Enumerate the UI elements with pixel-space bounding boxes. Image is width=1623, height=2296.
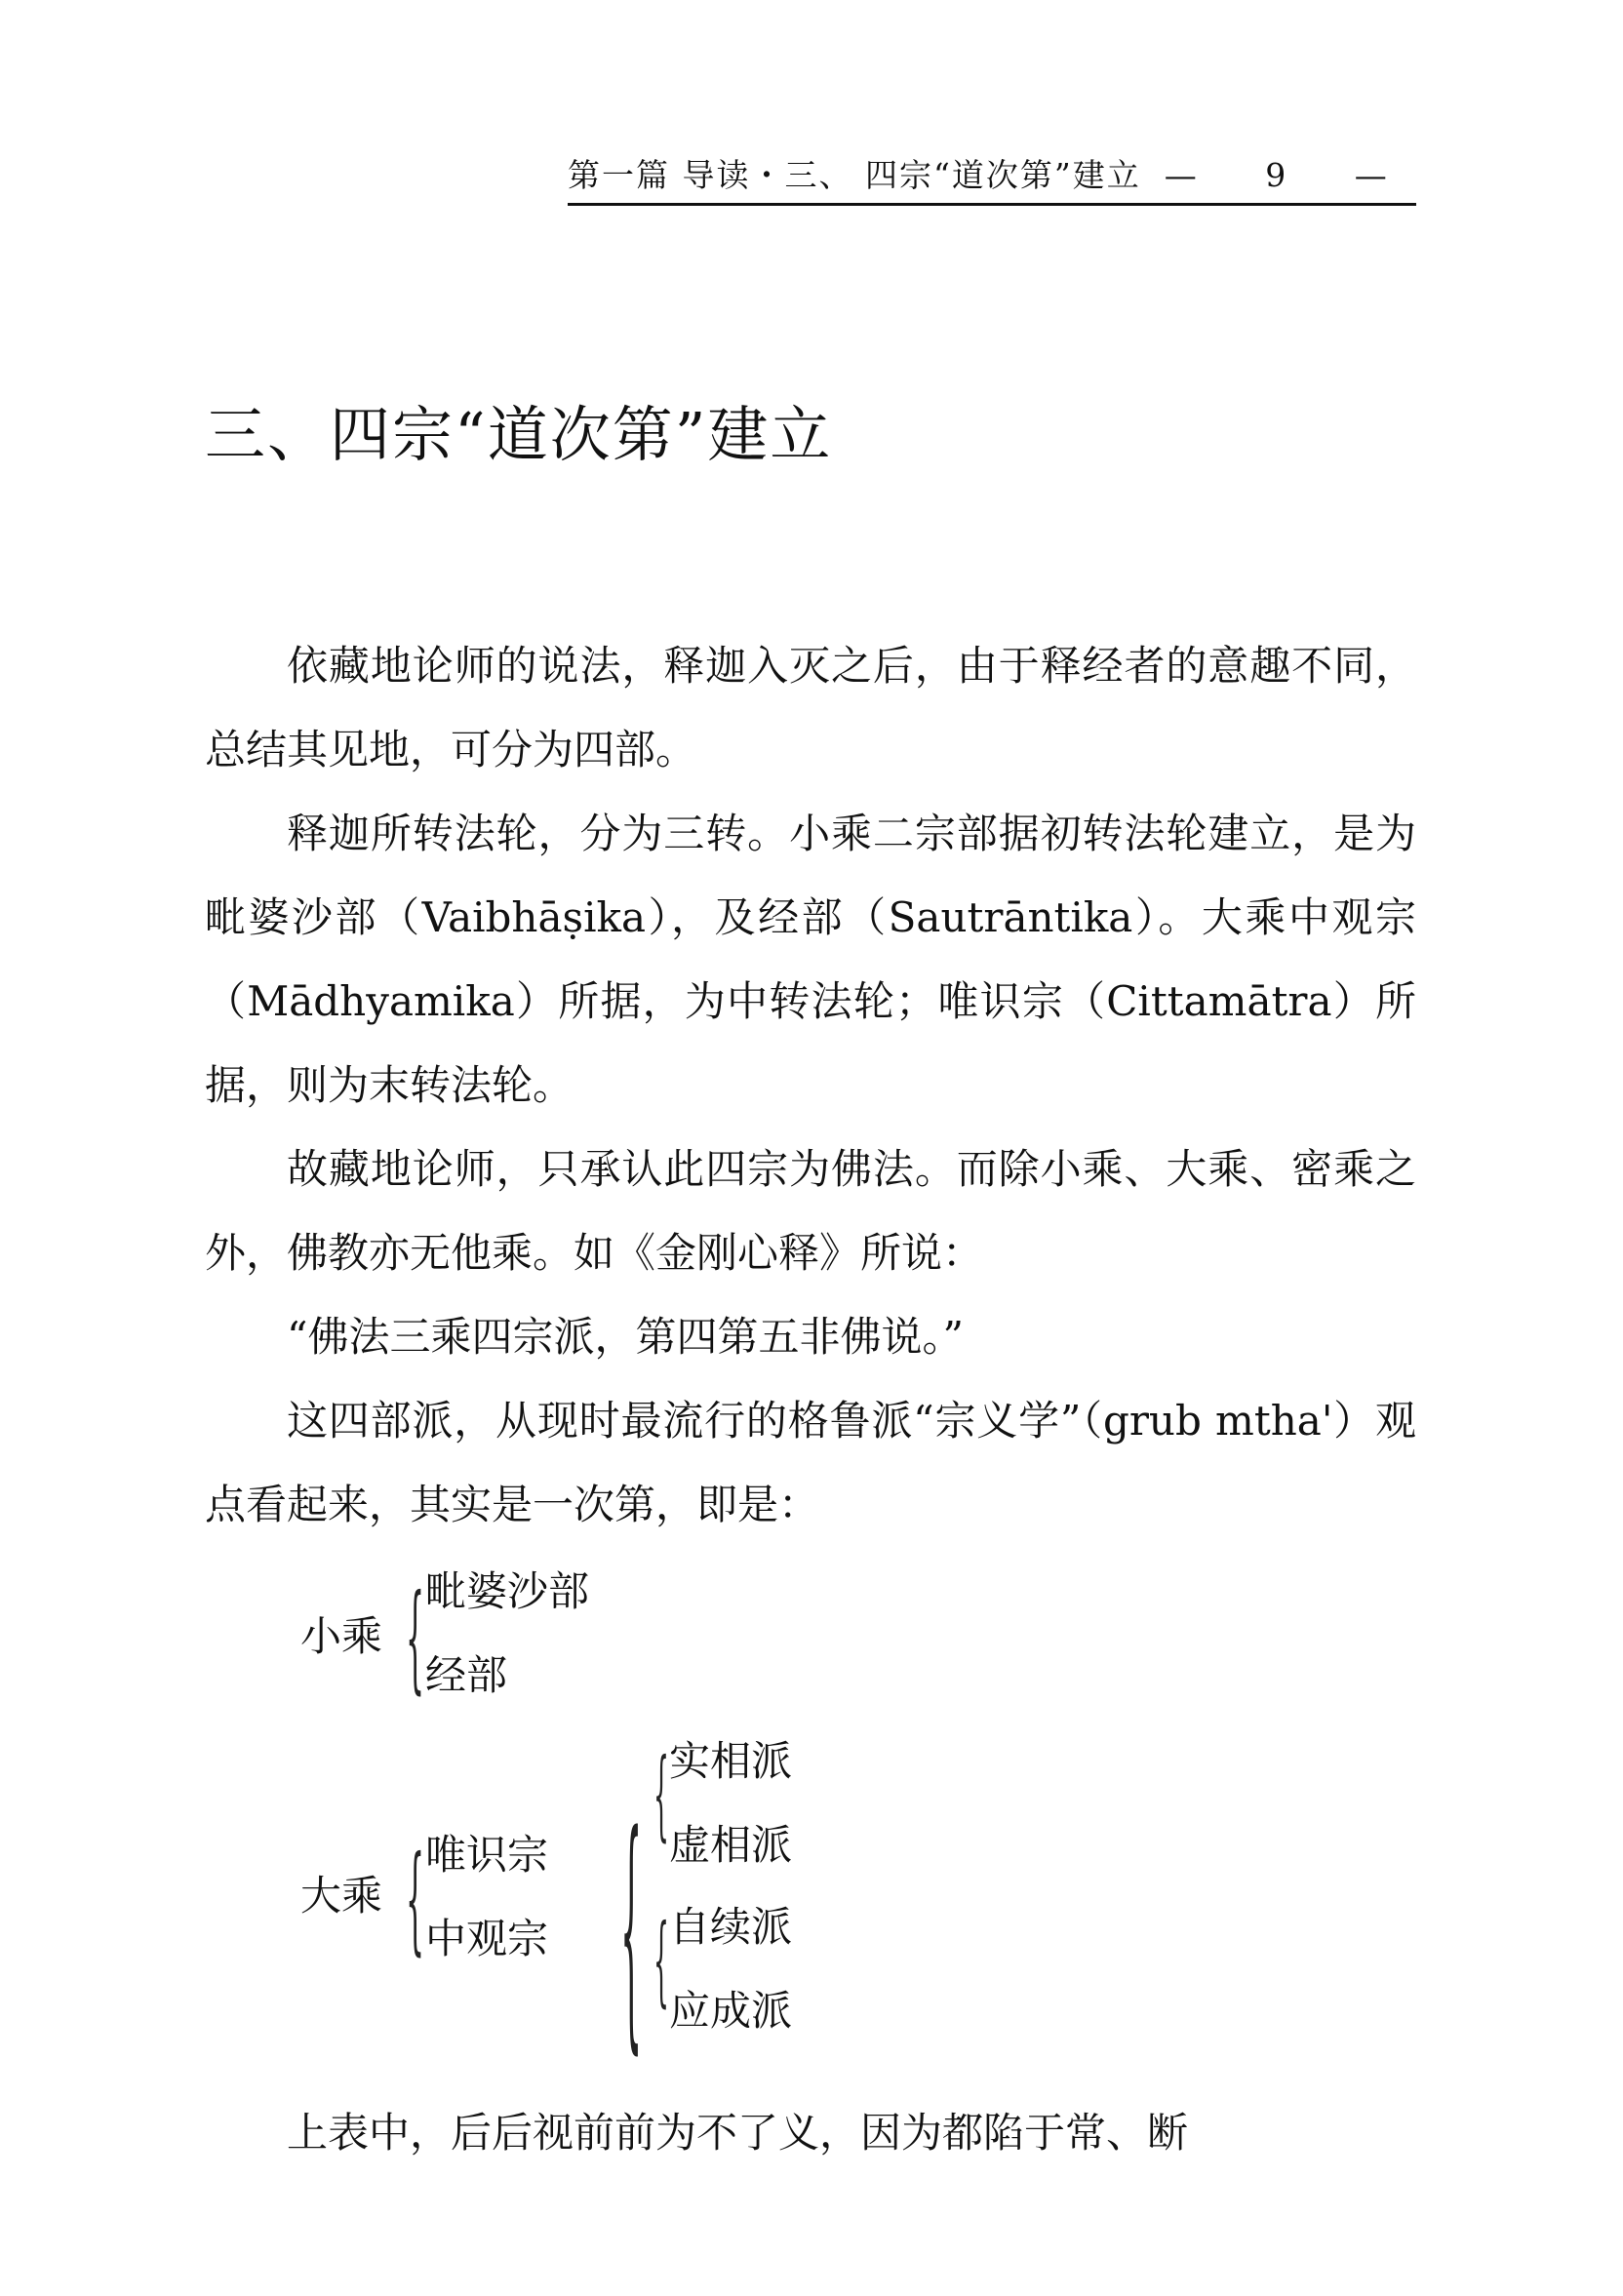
- subschool-1: 实相派: [669, 1737, 793, 1785]
- cittamatra-sub-brace: {: [653, 1738, 669, 1851]
- subschool-3: 自续派: [669, 1903, 793, 1951]
- paragraph-6: 上表中，后后视前前为不了义，因为都陷于常、断: [287, 2109, 1189, 2157]
- paragraph-1: 依藏地论师的说法，释迦入灭之后，由于释经者的意趣不同，总结其见地，可分为四部。: [205, 642, 1416, 773]
- hinayana-school-2: 经部: [425, 1651, 508, 1699]
- running-header: [568, 154, 1416, 206]
- hinayana-school-1: 毗婆沙部: [425, 1567, 590, 1615]
- mahayana-brace: {: [406, 1832, 425, 1968]
- section-title: 三、四宗“道次第”建立: [205, 399, 833, 470]
- subschool-2: 虚相派: [669, 1821, 793, 1869]
- madhyamika-sub-brace: {: [653, 1904, 669, 2017]
- mahayana-school-1: 唯识宗: [425, 1831, 549, 1879]
- mahayana-label: 大乘: [300, 1872, 383, 1920]
- paragraph-2: 释迦所转法轮，分为三转。小乘二宗部据初转法轮建立，是为毗婆沙部（Vaibhāṣika），及经部（Sautrāntika）。大乘中观宗（Mādhyamika）所据，为中转法轮；唯识宗（Cittamātra）所据，则为末转法轮。: [205, 810, 1416, 1109]
- mahayana-outer-brace: {: [620, 1780, 643, 2078]
- paragraph-5: 这四部派，从现时最流行的格鲁派“宗义学”（grub mtha'）观点看起来，其实是一次第，即是：: [205, 1397, 1416, 1528]
- running-title: 第一篇 导读・三、 四宗“道次第”建立: [568, 156, 1141, 194]
- paragraph-3: 故藏地论师，只承认此四宗为佛法。而除小乘、大乘、密乘之外，佛教亦无他乘。如《金刚心释》所说：: [205, 1145, 1416, 1277]
- mahayana-school-2: 中观宗: [425, 1915, 549, 1962]
- hinayana-label: 小乘: [300, 1612, 383, 1660]
- page-number: — 9 —: [1164, 156, 1416, 194]
- subschool-4: 应成派: [669, 1987, 793, 2035]
- hinayana-brace: {: [406, 1570, 425, 1707]
- paragraph-4-quote: “佛法三乘四宗派，第四第五非佛说。”: [287, 1313, 964, 1361]
